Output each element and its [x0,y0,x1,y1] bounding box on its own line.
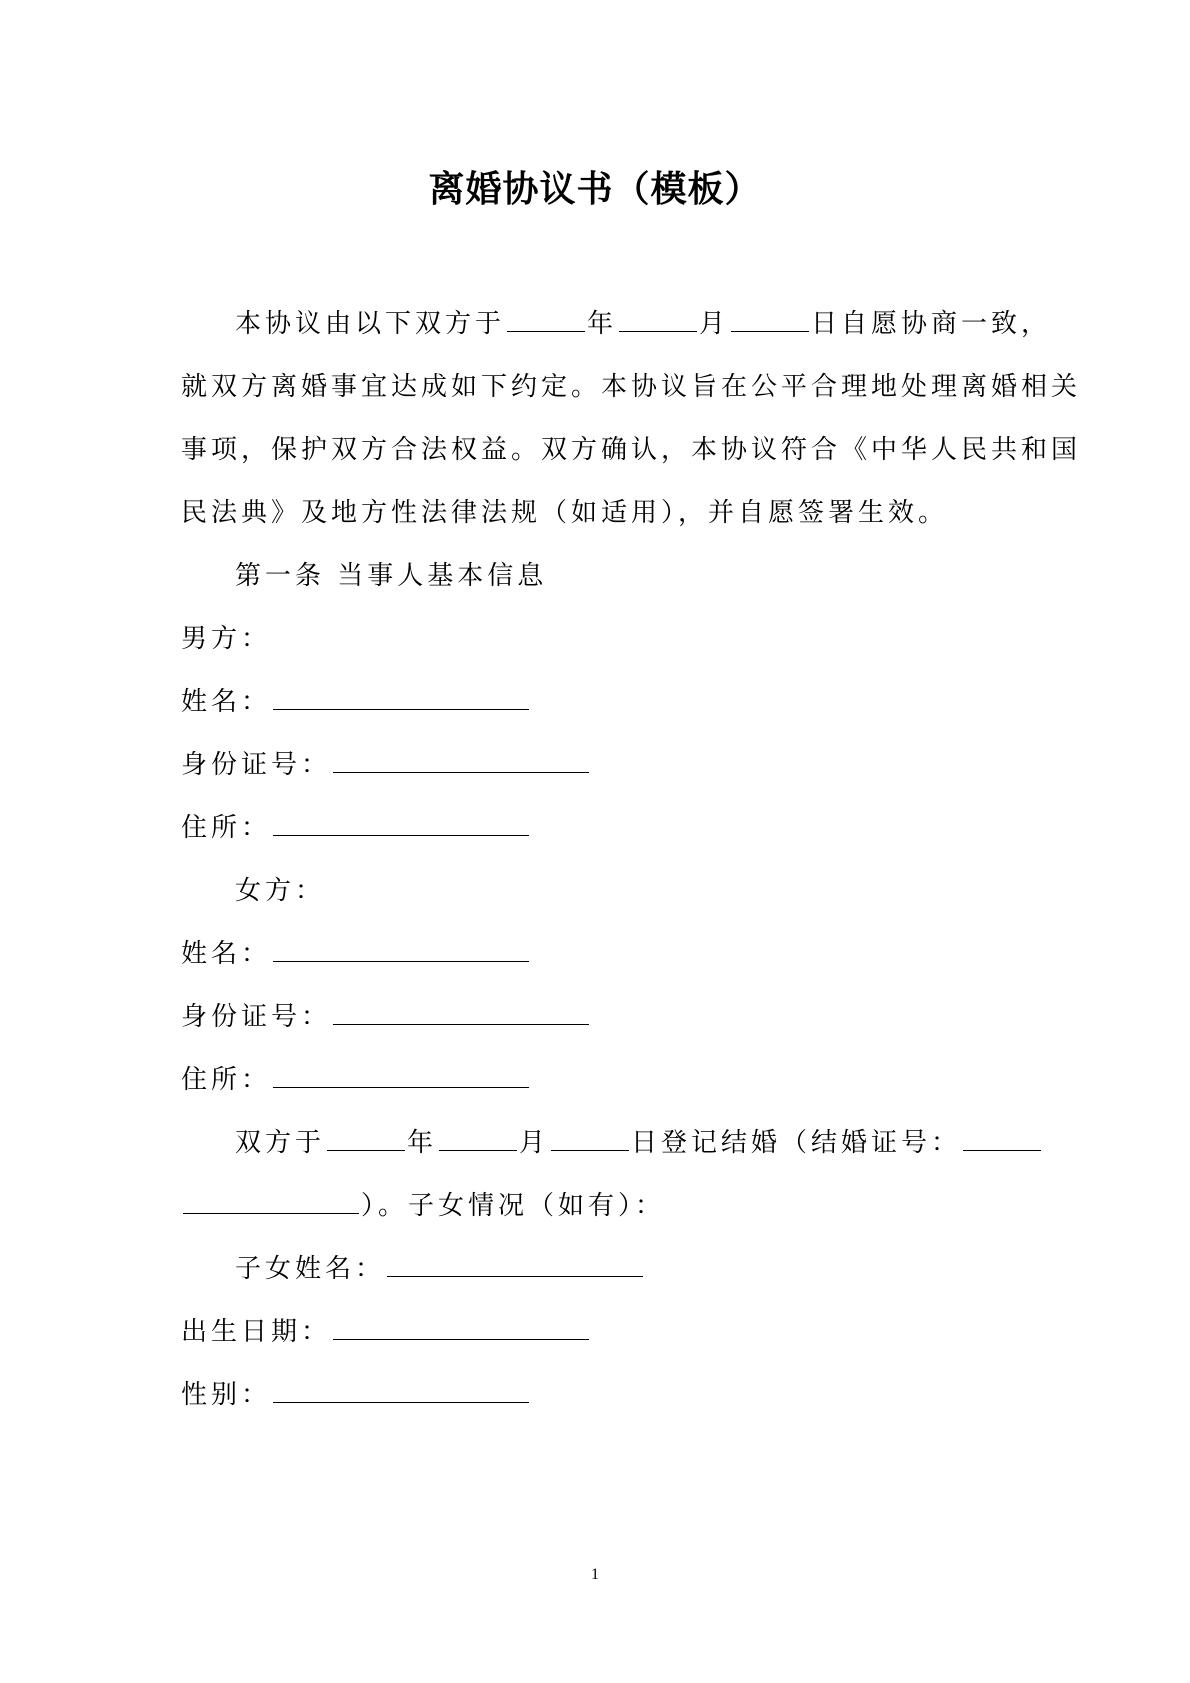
certificate-number-blank-cont[interactable] [183,1187,359,1214]
intro-line-3: 事项，保护双方合法权益。双方确认，本协议符合《中华人民共和国 [181,435,1082,465]
female-id-row [181,986,1011,1049]
article1-heading: 第一条 当事人基本信息 [235,561,548,591]
month-label: 月 [699,309,730,339]
marriage-day-blank[interactable] [551,1124,629,1151]
document-body [181,293,1082,1427]
gender-label: 性别： [181,1380,272,1410]
gender-field[interactable] [273,1376,529,1403]
year-label: 年 [407,1128,438,1158]
marriage-line-1 [181,1112,1011,1175]
child-birth-row [181,1301,1011,1364]
year-label: 年 [587,309,618,339]
male-label: 男方： [181,624,272,654]
id-label: 身份证号： [181,1002,332,1032]
child-name-label: 子女姓名： [235,1254,386,1284]
male-address-field[interactable] [273,809,529,836]
female-name-row [181,923,1011,986]
marriage-line-2 [181,1175,1011,1238]
intro-line-2: 就双方离婚事宜达成如下约定。本协议旨在公平合理地处理离婚相关 [181,372,1082,402]
intro-text: 日自愿协商一致， [811,309,1052,339]
address-label: 住所： [181,813,272,843]
male-name-row [181,671,1011,734]
female-label: 女方： [235,876,326,906]
page-number: 1 [591,1566,599,1583]
birth-date-field[interactable] [333,1313,589,1340]
female-id-field[interactable] [333,998,589,1025]
day-blank[interactable] [731,305,809,332]
address-label: 住所： [181,1065,272,1095]
name-label: 姓名： [181,687,272,717]
id-label: 身份证号： [181,750,332,780]
marriage-year-blank[interactable] [327,1124,405,1151]
children-status-text: ）。子女情况（如有）： [361,1191,666,1221]
month-blank[interactable] [619,305,697,332]
intro-line-1 [181,293,1052,356]
child-gender-row [181,1364,1011,1427]
birth-date-label: 出生日期： [181,1317,332,1347]
female-address-field[interactable] [273,1061,529,1088]
name-label: 姓名： [181,939,272,969]
male-id-row [181,734,1011,797]
male-name-field[interactable] [273,683,529,710]
female-address-row [181,1049,1011,1112]
male-id-field[interactable] [333,746,589,773]
female-name-field[interactable] [273,935,529,962]
child-name-row [181,1238,1011,1301]
male-address-row [181,797,1011,860]
month-label: 月 [519,1128,550,1158]
document-title: 离婚协议书（模板） [428,169,762,210]
marriage-text: 双方于 [235,1128,326,1158]
intro-text: 本协议由以下双方于 [235,309,506,339]
marriage-text: 日登记结婚（结婚证号： [631,1128,962,1158]
marriage-month-blank[interactable] [439,1124,517,1151]
certificate-number-blank[interactable] [963,1124,1041,1151]
child-name-field[interactable] [387,1250,643,1277]
intro-line-4: 民法典》及地方性法律法规（如适用），并自愿签署生效。 [181,498,949,528]
year-blank[interactable] [507,305,585,332]
